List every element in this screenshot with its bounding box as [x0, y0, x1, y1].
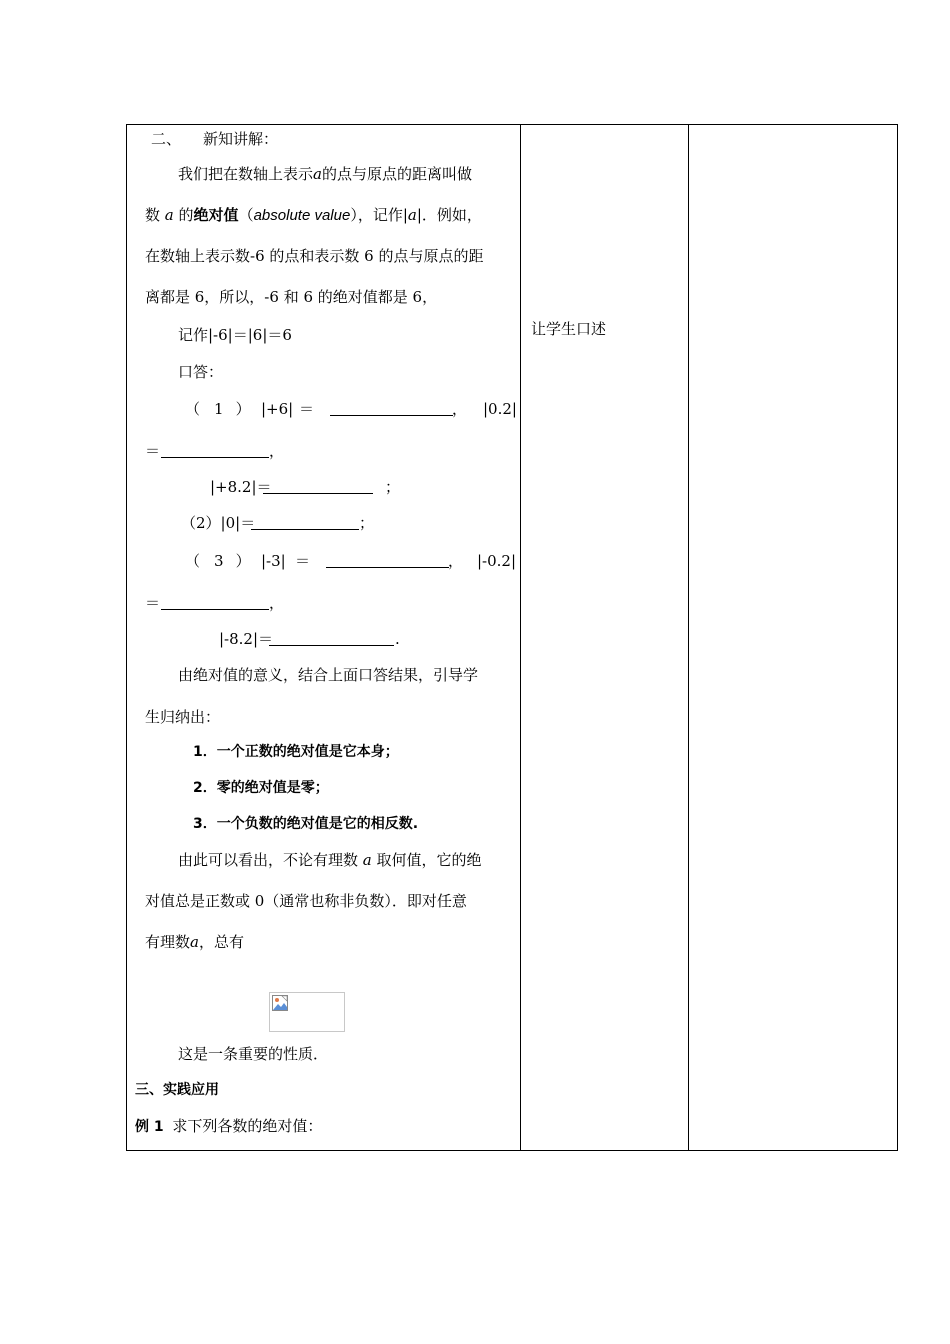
para1-line5	[178, 325, 292, 345]
section2-heading	[151, 129, 278, 149]
rule-3	[193, 814, 418, 834]
term-english: absolute value	[253, 207, 351, 224]
para3-line2-text: 对值总是正数或 0（通常也称非负数）．即对任意	[145, 892, 467, 910]
q3-c-end-text: .	[395, 630, 400, 648]
formula-image	[269, 992, 345, 1032]
example1-label: 例 1	[135, 1119, 164, 1135]
q1-c-end	[385, 477, 400, 497]
lesson-table	[126, 124, 898, 1151]
para3-line3	[145, 932, 244, 952]
section3-heading-text: 三、实践应用	[135, 1082, 219, 1098]
question2-line	[181, 513, 255, 533]
q2-end-text: ；	[359, 514, 375, 532]
q3-comma	[448, 551, 463, 571]
para1-line1-a: 我们把在数轴上表示	[178, 165, 314, 183]
q3-eq-text: ＝	[295, 552, 311, 570]
q1-close: ）	[235, 400, 251, 418]
para1-line2	[145, 205, 482, 226]
q1-b-text: |0.2|	[483, 400, 517, 418]
var-a: a	[190, 933, 199, 951]
para1-line2-a: 数	[145, 206, 161, 224]
section2-heading-text: 新知讲解：	[203, 130, 279, 148]
q2-a-text: （2）|0|＝	[181, 514, 256, 532]
column-divider-2	[688, 125, 689, 1150]
question1-line2	[145, 441, 160, 461]
q3-answer-blank-2[interactable]	[161, 595, 269, 610]
rule-3-text: 3．一个负数的绝对值是它的相反数.	[193, 816, 419, 832]
para1-line1-b: 的点与原点的距离叫做	[321, 165, 472, 183]
q1-eq	[299, 399, 314, 419]
q1-b-comma	[269, 441, 284, 461]
para3-line1	[178, 850, 482, 870]
q3-c-end	[395, 629, 400, 649]
para1-line2-c: （	[238, 206, 254, 224]
rule-1	[193, 742, 399, 762]
q3-comma-text: ，	[448, 552, 464, 570]
var-a: a	[164, 206, 174, 224]
para3-line3-a: 有理数	[145, 933, 191, 951]
q2-answer-blank[interactable]	[251, 515, 359, 530]
q3-b-comma-text: ，	[269, 594, 285, 612]
q1-b-comma-text: ，	[269, 442, 285, 460]
rule-1-text: 1．一个正数的绝对值是它本身；	[193, 744, 399, 760]
para1-line4	[145, 287, 437, 307]
q3-num: 3	[214, 552, 224, 570]
q1-a-text: |+6|	[261, 400, 294, 418]
var-a: a	[362, 851, 372, 869]
teaching-content-column	[127, 125, 520, 1150]
para2-line2-text: 生归纳出：	[145, 708, 221, 726]
para1-line3	[145, 246, 483, 266]
para1-line2-e: |．例如，	[416, 206, 482, 224]
para2-line2	[145, 707, 220, 727]
property-text: 这是一条重要的性质．	[178, 1045, 329, 1063]
para1-line1	[178, 164, 472, 184]
para1-line5-text: 记作|-6|＝|6|＝6	[178, 326, 292, 344]
q3-close: ）	[235, 552, 251, 570]
q3-b	[477, 551, 516, 571]
q2-end	[359, 513, 374, 533]
q1-open: （	[185, 400, 201, 418]
property-line	[178, 1044, 328, 1064]
q3-b-text: |-0.2|	[477, 552, 517, 570]
q1-c-text: |+8.2|＝	[210, 478, 272, 496]
q1-answer-blank-1[interactable]	[330, 401, 453, 416]
para3-line1-b: 取何值，它的绝	[376, 851, 482, 869]
question3-line3	[219, 629, 273, 649]
var-a: a	[313, 165, 322, 183]
para3-line2	[145, 891, 467, 911]
q1-b-eq: ＝	[145, 442, 161, 460]
q3-answer-blank-1[interactable]	[326, 553, 449, 568]
q3-eq	[295, 551, 310, 571]
q1-num: 1	[214, 400, 224, 418]
section3-heading	[135, 1080, 219, 1100]
q1-b	[483, 399, 517, 419]
q3-a-text: |-3|	[261, 552, 286, 570]
teacher-note	[531, 319, 606, 339]
rule-2	[193, 778, 329, 798]
q3-b-comma	[269, 593, 284, 613]
q1-comma	[452, 399, 467, 419]
q3-open: （	[185, 552, 201, 570]
example1-text: 求下列各数的绝对值：	[172, 1117, 323, 1135]
q3-c-text: |-8.2|＝	[219, 630, 274, 648]
para2-line1-text: 由绝对值的意义，结合上面口答结果，引导学	[178, 666, 479, 684]
para1-line2-d: ），记作|	[350, 206, 408, 224]
oral-answer-label	[178, 362, 223, 382]
q1-answer-blank-3[interactable]	[263, 479, 373, 494]
q1-a	[261, 399, 293, 419]
oral-answer-text: 口答：	[178, 363, 224, 381]
var-a: a	[407, 206, 417, 224]
question3-line2	[145, 593, 160, 613]
para3-line1-a: 由此可以看出，不论有理数	[178, 851, 359, 869]
q3-a	[261, 551, 286, 571]
term-absolute-value: 绝对值	[193, 206, 239, 224]
q3-answer-blank-3[interactable]	[269, 631, 394, 646]
q1-eq-text: ＝	[299, 400, 315, 418]
q1-answer-blank-2[interactable]	[161, 443, 269, 458]
example1-line	[135, 1116, 322, 1137]
q1-c-end-text: ；	[385, 478, 401, 496]
para1-line3-text: 在数轴上表示数-6 的点和表示数 6 的点与原点的距	[145, 247, 484, 265]
para3-line3-b: ，总有	[198, 933, 244, 951]
para1-line4-text: 离都是 6，所以，-6 和 6 的绝对值都是 6，	[145, 288, 438, 306]
para1-line2-b: 的	[178, 206, 194, 224]
teacher-note-text: 让学生口述	[531, 320, 607, 338]
para2-line1	[178, 665, 478, 685]
question1-line1	[185, 399, 251, 419]
column-divider-1	[520, 125, 521, 1150]
section2-heading-num: 二、	[151, 130, 182, 148]
rule-2-text: 2．零的绝对值是零；	[193, 780, 329, 796]
broken-image-icon	[272, 995, 288, 1011]
q3-b-eq: ＝	[145, 594, 161, 612]
q1-comma-text: ，	[452, 400, 468, 418]
question3-line1	[185, 551, 251, 571]
